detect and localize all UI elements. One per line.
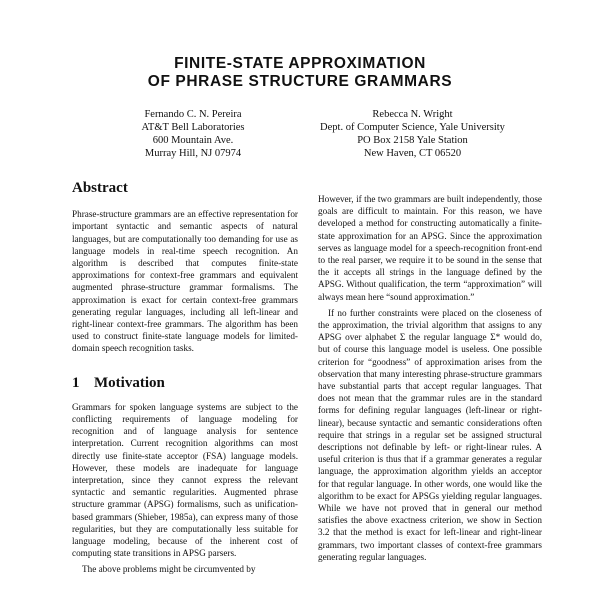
right-column (318, 193, 542, 563)
title-line-1: FINITE-STATE APPROXIMATION (174, 55, 426, 72)
section-paragraph-2: The above problems might be circumvented by (82, 564, 256, 575)
right-paragraph-1: However, if the two grammars are built independently, those goals are difficult to maintain. For this reason, we have developed a method for constructing automatically a finite-state approximation for an APSG. Since the approximation serves as language model for a speech-recognition front-end to the real parser, we require it to be sound in the sense that the it accepts all strings in the language defined by the APSG. Without qualification, the term “approximation” will always mean here “sound approximation.” (318, 194, 542, 302)
author-address-line-2: New Haven, CT 06520 (363, 148, 462, 159)
section-heading (72, 374, 298, 391)
section-paragraph-1: Grammars for spoken language systems are subject to the conflicting requirements of language modeling for recognition and of language analysis for sentence interpretation. Current recognition algorithms can most directly use finite-state acceptor (FSA) language models. However, these models are inadequate for language interpretation, since they cannot express the relevant syntactic and semantic regularities. Augmented phrase structure grammar (APSG) formalisms, such as unification-based grammars (Shieber, 1985a), can express many of those regularities, but they are computationally less suitable for language modeling, because of the inherent cost of computing state transitions in APSG parsers. (72, 401, 298, 559)
author-block-1 (118, 108, 268, 160)
title-line-2: OF PHRASE STRUCTURE GRAMMARS (147, 73, 453, 90)
author-address-line-1: 600 Mountain Ave. (152, 135, 234, 146)
author-block-2 (300, 108, 525, 160)
author-name: Fernando C. N. Pereira (144, 109, 242, 120)
abstract-text: Phrase-structure grammars are an effective representation for important syntactic and semantic aspects of natural languages, but are computationally too demanding for use as language models in real-time speech recognition. An algorithm is described that computes finite-state approximations for context-free grammars and equivalent augmented phrase-structure grammar formalisms. The approximation is exact for certain context-free grammars generating regular languages, including all left-linear and right-linear context-free grammars. The algorithm has been used to construct finite-state language models for limited-domain speech recognition tasks. (72, 209, 298, 354)
paper-title (0, 55, 600, 91)
section-title: Motivation (94, 374, 165, 391)
author-address-line-1: PO Box 2158 Yale Station (357, 135, 468, 146)
left-column (72, 182, 298, 576)
author-address-line-2: Murray Hill, NJ 07974 (144, 148, 242, 159)
author-affiliation: AT&T Bell Laboratories (141, 122, 245, 133)
right-paragraph-2: If no further constraints were placed on the closeness of the approximation, the trivial algorithm that assigns to any APSG over alphabet Σ the regular language Σ* would do, but of course this language model is useless. One possible criterion for “goodness” of approximation arises from the observation that many interesting phrase-structure grammars have substantial parts that accept regular languages. That does not mean that the grammar rules are in the standard forms for defining regular languages (left-linear or right-linear), because syntactic and semantic considerations often require that strings in a regular set be assigned structural descriptions not definable by left- or right-linear rules. A useful criterion is thus that if a grammar generates a regular language, the approximation algorithm yields an acceptor for that regular language. In other words, one would like the algorithm to be exact for APSGs yielding regular languages. While we have not proved that in general our method satisfies the above exactness criterion, we show in Section 3.2 that the method is exact for left-linear and right-linear grammars, two important classes of context-free grammars generating regular languages. (318, 307, 542, 562)
section-number: 1 (72, 374, 80, 391)
author-affiliation: Dept. of Computer Science, Yale University (320, 122, 505, 133)
abstract-heading: Abstract (72, 180, 128, 196)
author-name: Rebecca N. Wright (372, 109, 453, 120)
